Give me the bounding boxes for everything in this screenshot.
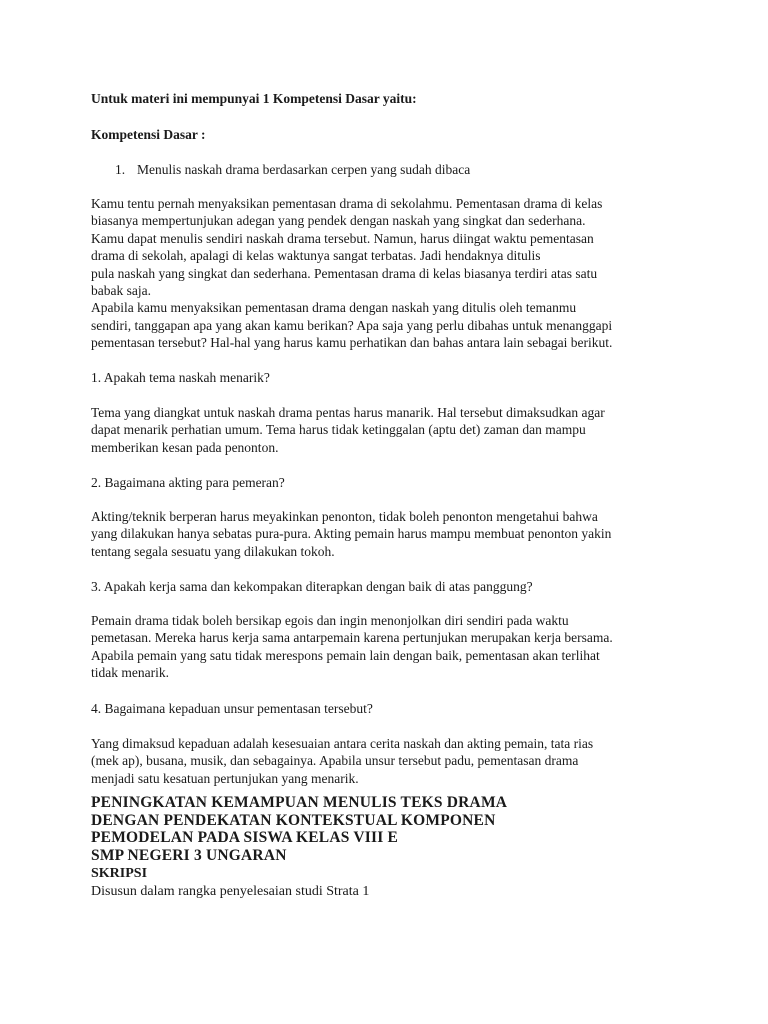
intro-text: Untuk materi ini mempunyai 1 Kompetensi Dasar yaitu: xyxy=(91,91,417,106)
paragraph-line: Pemain drama tidak boleh bersikap egois dan ingin menonjolkan diri sendiri pada waktu xyxy=(91,613,569,628)
paragraph-line: drama di sekolah, apalagi di kelas waktunya sangat terbatas. Jadi hendaknya ditulis xyxy=(91,248,541,264)
paragraph-line: tentang segala sesuatu yang dilakukan tokoh. xyxy=(91,543,335,559)
paragraph-line: yang dilakukan hanya sebatas pura-pura. Akting pemain harus mampu membuat penonton yakin xyxy=(91,526,612,542)
question-1: 1. Apakah tema naskah menarik? xyxy=(91,370,270,385)
kd-item-text: Menulis naskah drama berdasarkan cerpen yang sudah dibaca xyxy=(137,162,471,177)
paragraph-line: Apabila pemain yang satu tidak merespons pemain lain dengan baik, pementasan akan terlihat xyxy=(91,647,600,663)
thesis-title-line: DENGAN PENDEKATAN KONTEKSTUAL KOMPONEN xyxy=(91,811,496,829)
question-3: 3. Apakah kerja sama dan kekompakan diterapkan dengan baik di atas panggung? xyxy=(91,579,533,594)
paragraph-line: Tema yang diangkat untuk naskah drama pentas harus manarik. Hal tersebut dimaksudkan agar xyxy=(91,405,605,420)
thesis-title xyxy=(91,794,691,864)
kd-item-number: 1. xyxy=(115,162,126,177)
thesis-subtitle: Disusun dalam rangka penyelesaian studi Strata 1 xyxy=(91,884,370,899)
paragraph-line: Yang dimaksud kepaduan adalah kesesuaian antara cerita naskah dan akting pemain, tata rias xyxy=(91,736,594,751)
paragraph-line: tidak menarik. xyxy=(91,665,169,681)
paragraph-line: babak saja. xyxy=(91,283,151,299)
answer-4 xyxy=(91,735,691,787)
thesis-title-line: PEMODELAN PADA SISWA KELAS VIII E xyxy=(91,829,399,846)
paragraph-intro xyxy=(91,195,691,352)
paragraph-line: Apabila kamu menyaksikan pementasan drama dengan naskah yang ditulis oleh temanmu xyxy=(91,300,577,316)
answer-2 xyxy=(91,508,691,560)
skripsi-label: SKRIPSI xyxy=(91,866,148,881)
thesis-title-line: SMP NEGERI 3 UNGARAN xyxy=(91,846,287,864)
kd-list-item xyxy=(115,161,675,178)
kd-label: Kompetensi Dasar : xyxy=(91,127,206,142)
thesis-title-line: PENINGKATAN KEMAMPUAN MENULIS TEKS DRAMA xyxy=(91,794,508,811)
question-4: 4. Bagaimana kepaduan unsur pementasan tersebut? xyxy=(91,701,373,716)
paragraph-line: pementasan tersebut? Hal-hal yang harus kamu perhatikan dan bahas antara lain sebagai berikut. xyxy=(91,335,613,351)
paragraph-line: memberikan kesan pada penonton. xyxy=(91,439,279,455)
paragraph-line: Kamu tentu pernah menyaksikan pementasan drama di sekolahmu. Pementasan drama di kelas xyxy=(91,196,603,211)
answer-3 xyxy=(91,612,691,682)
paragraph-line: dapat menarik perhatian umum. Tema harus tidak ketinggalan (aptu det) zaman dan mampu xyxy=(91,422,586,438)
paragraph-line: pemetasan. Mereka harus kerja sama antarpemain karena pertunjukan merupakan kerja bersama. xyxy=(91,630,613,646)
answer-1 xyxy=(91,404,691,456)
paragraph-line: pula naskah yang singkat dan sederhana. Pementasan drama di kelas biasanya terdiri atas satu xyxy=(91,265,598,281)
paragraph-line: biasanya mempertunjukan adegan yang pendek dengan naskah yang singkat dan sederhana. xyxy=(91,213,586,229)
paragraph-line: Akting/teknik berperan harus meyakinkan penonton, tidak boleh penonton mengetahui bahwa xyxy=(91,509,598,524)
paragraph-line: (mek ap), busana, musik, dan sebagainya. Apabila unsur tersebut padu, pementasan drama xyxy=(91,753,579,769)
question-2: 2. Bagaimana akting para pemeran? xyxy=(91,475,285,490)
paragraph-line: Kamu dapat menulis sendiri naskah drama tersebut. Namun, harus diingat waktu pementasan xyxy=(91,230,594,246)
paragraph-line: menjadi satu kesatuan pertunjukan yang menarik. xyxy=(91,770,359,786)
paragraph-line: sendiri, tanggapan apa yang akan kamu berikan? Apa saja yang perlu dibahas untuk menanggapi xyxy=(91,317,613,333)
